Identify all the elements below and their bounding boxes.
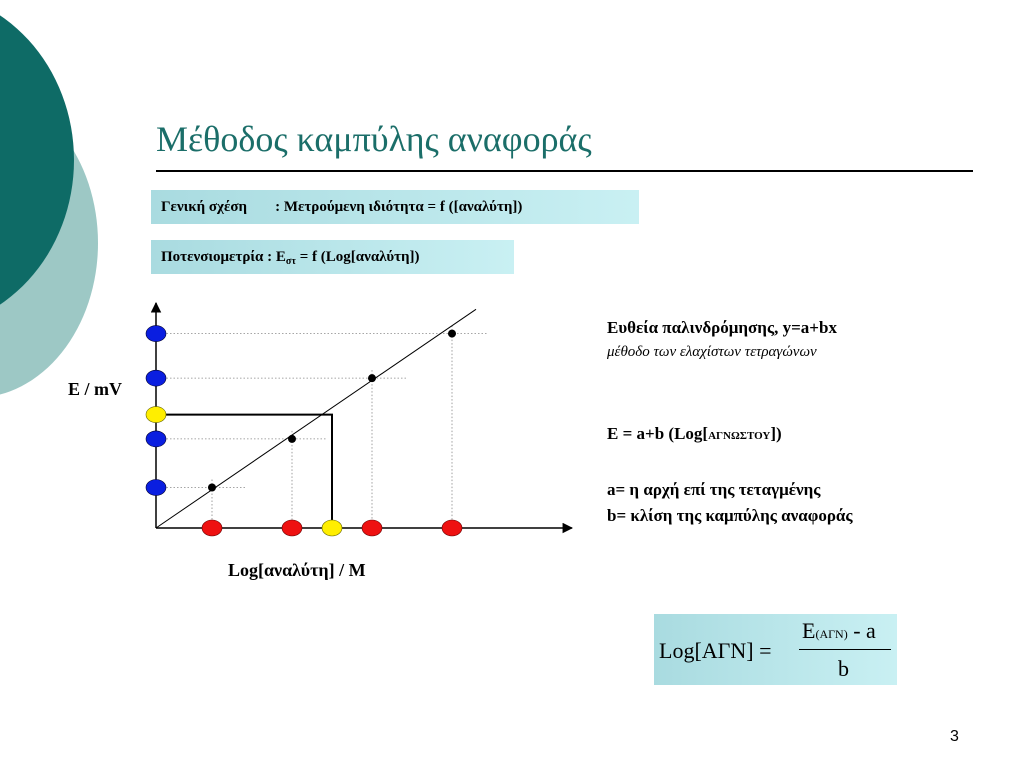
potentiometry-subscript: στ xyxy=(285,256,296,267)
x-axis-marker xyxy=(442,520,462,536)
formula-denominator: b xyxy=(838,656,849,681)
equation-unknown: ΑΓΝΩΣΤΟΥ xyxy=(708,430,771,442)
regression-line xyxy=(156,309,476,528)
general-relation-label: Γενική σχέση xyxy=(161,199,248,215)
unknown-x-marker xyxy=(322,520,342,536)
y-axis-marker xyxy=(146,480,166,496)
y-axis-marker xyxy=(146,431,166,447)
formula-lhs: Log[ΑΓΝ] = xyxy=(659,638,772,663)
equation-prefix: E = a+b (Log[ xyxy=(607,424,709,443)
y-axis-marker xyxy=(146,370,166,386)
unknown-y-marker xyxy=(146,407,166,423)
x-axis-marker xyxy=(282,520,302,536)
formula-box xyxy=(654,614,897,685)
potentiometry-prefix: Ποτενσιομετρία : E xyxy=(161,249,286,265)
formula-num-sub: (ΑΓΝ) xyxy=(815,627,848,641)
x-axis-marker xyxy=(362,520,382,536)
y-axis-marker xyxy=(146,326,166,342)
equation-line xyxy=(607,424,782,444)
data-point xyxy=(368,374,376,382)
general-relation-formula: : Μετρούμενη ιδιότητα = f ([αναλύτη]) xyxy=(275,199,523,215)
potentiometry-suffix: = f (Log[αναλύτη]) xyxy=(295,249,420,265)
x-axis-marker xyxy=(202,520,222,536)
data-point xyxy=(448,330,456,338)
fraction-bar xyxy=(799,649,891,650)
data-point xyxy=(288,435,296,443)
data-point xyxy=(208,484,216,492)
regression-title: Ευθεία παλινδρόμησης, y=a+bx xyxy=(607,318,837,337)
formula-numerator xyxy=(802,618,876,644)
x-axis-label: Log[αναλύτη] / M xyxy=(228,560,366,580)
b-definition: b= κλίση της καμπύλης αναφοράς xyxy=(607,506,853,525)
formula-num-main: E xyxy=(802,618,816,643)
unknown-projection xyxy=(156,415,332,528)
a-definition: a= η αρχή επί της τεταγμένης xyxy=(607,480,821,499)
y-axis-label: E / mV xyxy=(68,379,122,399)
least-squares-note: μέθοδο των ελαχίστων τετραγώνων xyxy=(607,344,817,360)
slide-title: Μέθοδος καμπύλης αναφοράς xyxy=(156,119,592,159)
formula-num-rest: - a xyxy=(847,618,876,643)
equation-suffix: ]) xyxy=(770,424,782,443)
page-number: 3 xyxy=(950,728,959,745)
